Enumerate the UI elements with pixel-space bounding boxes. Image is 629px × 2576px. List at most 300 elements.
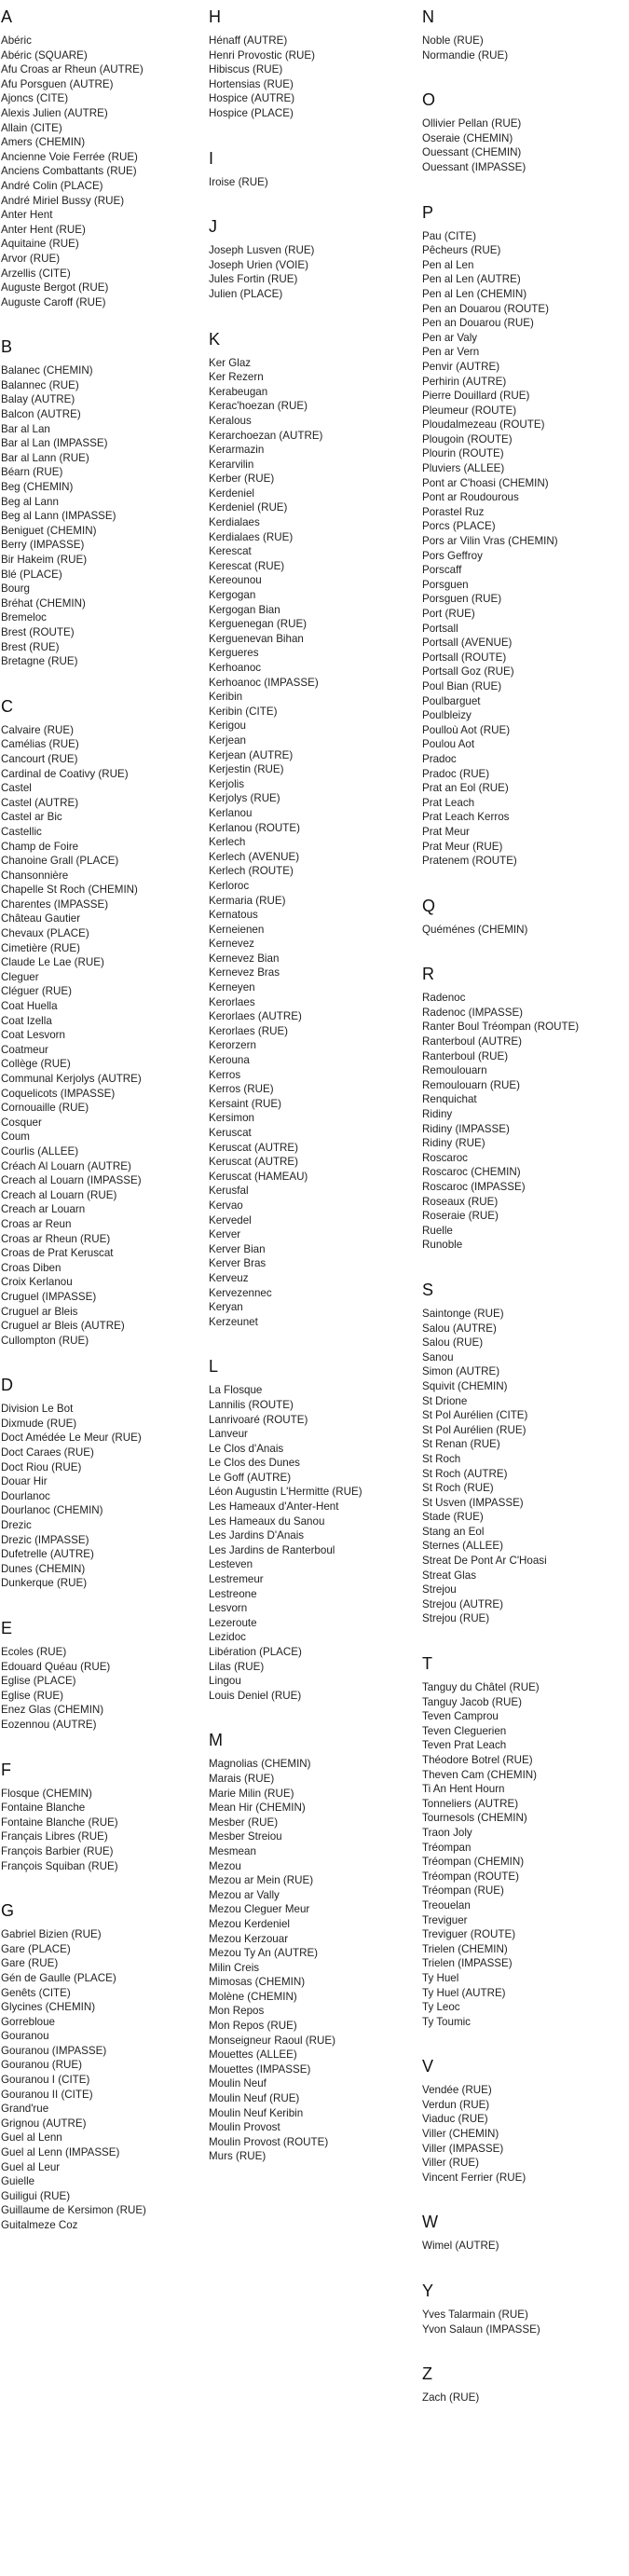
street-name: Prat Leach Kerros (422, 811, 510, 824)
street-list (422, 2239, 629, 2254)
street-name: Afu Porsguen (AUTRE) (1, 77, 114, 90)
street-name: Guel al Leur (1, 2160, 61, 2173)
street-name: Cruguel (IMPASSE) (1, 1290, 97, 1303)
street-name: Kerver (209, 1228, 241, 1241)
street-name: Mesber (RUE) (209, 1816, 279, 1829)
street-name: Balanec (CHEMIN) (1, 364, 93, 377)
street-name: Pont ar C'hoasi (CHEMIN) (422, 476, 549, 489)
street-name: Brest (ROUTE) (1, 625, 75, 638)
street-name: Kervezennec (209, 1286, 272, 1299)
street-name: Castel (AUTRE) (1, 796, 79, 809)
letter-heading: H (209, 7, 221, 26)
street-name: Milin Creis (209, 1961, 260, 1974)
street-name: Ranterboul (AUTRE) (422, 1035, 522, 1048)
street-name: Champ de Foire (1, 840, 79, 853)
street-name: Pen ar Vern (422, 346, 480, 359)
street-name: Teven Camprou (422, 1710, 499, 1723)
street-name: Kerjean (209, 733, 246, 747)
street-name: Blé (PLACE) (1, 568, 62, 581)
street-name: François Squiban (RUE) (1, 1859, 118, 1872)
letter-heading: I (209, 148, 214, 168)
street-name: Kerescat (209, 545, 252, 558)
street-name: St Usven (IMPASSE) (422, 1496, 524, 1509)
street-name: Kerarmazin (209, 444, 265, 457)
street-name: Bremeloc (1, 611, 47, 624)
street-name: Wimel (AUTRE) (422, 2240, 499, 2253)
letter-section (209, 149, 422, 190)
street-name: Gare (RUE) (1, 1957, 59, 1970)
street-name: Genêts (CITE) (1, 1986, 71, 1999)
street-name: Kerorlaes (209, 995, 255, 1008)
street-name: Renquichat (422, 1093, 477, 1106)
street-name: Kernatous (209, 909, 258, 922)
street-name: Porastel Ruz (422, 505, 485, 518)
street-name: Viaduc (RUE) (422, 2113, 488, 2126)
letter-section (422, 203, 629, 869)
street-list (422, 34, 629, 62)
street-name: Runoble (422, 1239, 463, 1252)
street-name: Gouranou (RUE) (1, 2059, 82, 2072)
street-name: Guel al Lenn (1, 2131, 62, 2144)
letter-heading: D (1, 1376, 13, 1395)
street-name: Kerjestin (RUE) (209, 763, 284, 776)
letter-heading: T (422, 1654, 432, 1674)
street-name: Croix Kerlanou (1, 1276, 73, 1289)
street-name: Noble (RUE) (422, 34, 484, 47)
street-name: Viller (CHEMIN) (422, 2128, 499, 2141)
street-name: Portsall Goz (RUE) (422, 665, 514, 678)
street-name: Kerguenevan Bihan (209, 632, 304, 645)
street-name: Afu Croas ar Rheun (AUTRE) (1, 63, 144, 76)
street-name: Kerarchoezan (AUTRE) (209, 429, 323, 442)
street-name: Murs (RUE) (209, 2150, 267, 2163)
street-name: Yves Talarmain (RUE) (422, 2309, 528, 2322)
street-name: Cornouaille (RUE) (1, 1102, 89, 1115)
street-name: Viller (IMPASSE) (422, 2142, 504, 2155)
street-name: Camélias (RUE) (1, 738, 79, 751)
street-name: Hospice (PLACE) (209, 106, 294, 119)
street-name: Treviguer (422, 1913, 468, 1926)
street-name: Pors ar Vilin Vras (CHEMIN) (422, 535, 558, 548)
street-name: Pierre Douillard (RUE) (422, 390, 530, 403)
street-name: Gabriel Bizien (RUE) (1, 1928, 102, 1941)
street-name: Kerzeunet (209, 1315, 258, 1328)
street-name: Kereounou (209, 574, 262, 587)
letter-section (209, 7, 422, 121)
street-name: Treouelan (422, 1898, 471, 1911)
street-name: Glycines (CHEMIN) (1, 2001, 96, 2014)
street-name: Chevaux (PLACE) (1, 927, 89, 940)
street-name: Plougoin (ROUTE) (422, 432, 513, 445)
street-name: Porsguen (422, 578, 469, 591)
street-name: Castel (1, 782, 32, 795)
letter-heading: G (1, 1901, 15, 1921)
street-name: Tournesols (CHEMIN) (422, 1812, 527, 1825)
street-name: Poulloù Aot (RUE) (422, 723, 511, 736)
street-list (422, 2083, 629, 2185)
street-name: Courlis (ALLEE) (1, 1144, 79, 1158)
letter-section (422, 90, 629, 174)
street-name: Brest (RUE) (1, 640, 60, 653)
street-name: Pen an Douarou (RUE) (422, 317, 534, 330)
street-name: Roseaux (RUE) (422, 1195, 499, 1208)
street-name: Doct Riou (RUE) (1, 1460, 82, 1473)
street-name: Remoulouarn (422, 1064, 487, 1077)
letter-section (422, 897, 629, 938)
street-name: Kerarvilin (209, 458, 254, 471)
street-name: Louis Deniel (RUE) (209, 1689, 302, 1702)
street-name: Mezou ar Mein (RUE) (209, 1874, 314, 1887)
street-name: Castellic (1, 825, 42, 838)
street-name: Cancourt (RUE) (1, 752, 78, 765)
street-name: Tréompan (422, 1841, 472, 1854)
street-name: Viller (RUE) (422, 2157, 479, 2170)
letter-section (1, 1376, 209, 1591)
street-name: Lezidoc (209, 1631, 246, 1644)
street-name: Poulbleizy (422, 709, 472, 722)
letter-heading: F (1, 1760, 11, 1779)
street-name: Coatmeur (1, 1043, 48, 1056)
street-name: Tanguy du Châtel (RUE) (422, 1681, 540, 1694)
street-name: Beg al Lann (IMPASSE) (1, 510, 116, 523)
street-name: Stade (RUE) (422, 1511, 484, 1524)
street-name: Normandie (RUE) (422, 48, 509, 62)
street-name: Jules Fortin (RUE) (209, 273, 298, 286)
street-name: Moulin Neuf Keribin (209, 2106, 304, 2119)
street-name: Pen ar Valy (422, 331, 478, 344)
street-name: Coum (1, 1130, 30, 1144)
street-name: Kerorlaes (RUE) (209, 1024, 289, 1037)
letter-section (1, 1901, 209, 2232)
street-name: Collège (RUE) (1, 1058, 71, 1071)
street-list (209, 1757, 422, 2164)
street-name: Trielen (CHEMIN) (422, 1942, 508, 1955)
street-name: Pau (CITE) (422, 229, 476, 242)
street-name: Kerdialaes (RUE) (209, 530, 294, 543)
street-name: Bourg (1, 582, 30, 596)
street-name: Hortensias (RUE) (209, 77, 294, 90)
street-name: Eglise (PLACE) (1, 1675, 76, 1688)
street-name: Keruscat (HAMEAU) (209, 1170, 308, 1183)
street-name: Coquelicots (IMPASSE) (1, 1087, 116, 1100)
street-name: Squivit (CHEMIN) (422, 1379, 508, 1392)
street-name: Eglise (RUE) (1, 1689, 63, 1702)
street-name: Lesteven (209, 1558, 253, 1571)
street-name: Kerver Bras (209, 1257, 267, 1270)
street-name: Streat Glas (422, 1569, 476, 1582)
street-name: Arzellis (CITE) (1, 267, 71, 280)
letter-section (422, 2213, 629, 2254)
street-name: Streat De Pont Ar C'Hoasi (422, 1555, 547, 1568)
street-name: Beg (CHEMIN) (1, 481, 74, 494)
letter-heading: A (1, 7, 13, 26)
street-list (422, 1307, 629, 1626)
street-name: Fontaine Blanche (1, 1802, 86, 1815)
street-name: Kergogan (209, 589, 256, 602)
street-name: Strejou (422, 1583, 457, 1596)
street-name: Kerros (209, 1068, 241, 1081)
street-name: Lezeroute (209, 1616, 257, 1629)
street-name: Lesvorn (209, 1602, 248, 1615)
letter-heading: Z (422, 2364, 432, 2384)
street-name: Creach al Louarn (RUE) (1, 1188, 117, 1201)
street-name: Stang an Eol (422, 1525, 485, 1538)
street-name: Aquitaine (RUE) (1, 238, 79, 251)
street-name: Léon Augustin L'Hermitte (RUE) (209, 1486, 362, 1499)
street-name: Ranterboul (RUE) (422, 1049, 509, 1062)
street-name: Abéric (SQUARE) (1, 48, 88, 62)
street-name: Prat an Eol (RUE) (422, 782, 509, 795)
street-name: Lilas (RUE) (209, 1660, 265, 1673)
street-name: Kerescat (RUE) (209, 559, 285, 572)
street-name: Les Jardins de Ranterboul (209, 1543, 335, 1556)
street-name: Keruscat (AUTRE) (209, 1141, 298, 1154)
street-name: St Pol Aurélien (RUE) (422, 1423, 526, 1436)
street-name: Théodore Botrel (RUE) (422, 1754, 533, 1766)
street-name: Tanguy Jacob (RUE) (422, 1695, 522, 1708)
street-name: Kervao (209, 1199, 243, 1212)
street-name: St Pol Aurélien (CITE) (422, 1409, 528, 1422)
street-name: Ker Rezern (209, 371, 264, 384)
street-list (422, 991, 629, 1253)
street-name: Pen al Len (CHEMIN) (422, 287, 527, 300)
street-name: Kergogan Bian (209, 603, 280, 616)
index-column-3 (422, 7, 629, 2433)
street-name: Ollivier Pellan (RUE) (422, 117, 522, 130)
street-name: Ty Leoc (422, 2001, 460, 2014)
street-name: Coat Huella (1, 1000, 58, 1013)
street-name: Treviguer (ROUTE) (422, 1928, 516, 1941)
street-name: Pont ar Roudourous (422, 491, 519, 504)
street-name: Kerigou (209, 719, 246, 733)
street-name: St Roch (422, 1452, 461, 1465)
letter-section (422, 7, 629, 62)
street-name: Pleumeur (ROUTE) (422, 404, 517, 417)
street-name: Kerlech (AVENUE) (209, 850, 300, 863)
street-name: Lestremeur (209, 1573, 264, 1586)
street-name: Anter Hent (RUE) (1, 223, 86, 236)
street-name: Coat Izella (1, 1014, 52, 1027)
street-name: Tréompan (CHEMIN) (422, 1856, 525, 1869)
street-name: François Barbier (RUE) (1, 1844, 114, 1857)
street-name: Roseraie (RUE) (422, 1210, 499, 1223)
street-name: Moulin Neuf (209, 2077, 267, 2090)
letter-section (1, 7, 209, 309)
street-name: Keryan (209, 1301, 243, 1314)
letter-section (422, 2281, 629, 2336)
street-name: Bar al Lan (1, 422, 50, 435)
street-name: Guielle (1, 2175, 35, 2188)
street-name: Cosquer (1, 1116, 42, 1129)
street-name: Kerneyen (209, 981, 255, 994)
street-name: Moulin Provost (209, 2121, 280, 2134)
letter-heading: Y (422, 2281, 434, 2301)
street-name: Poul Bian (RUE) (422, 679, 502, 692)
street-name: Gouranou II (CITE) (1, 2088, 93, 2101)
street-list (1, 34, 209, 309)
street-name: Marais (RUE) (209, 1772, 275, 1785)
street-name: St Renan (RUE) (422, 1438, 500, 1451)
street-name: Marie Milin (RUE) (209, 1787, 294, 1800)
street-name: Claude Le Lae (RUE) (1, 956, 104, 969)
street-name: Portsall (422, 622, 458, 635)
letter-section (422, 965, 629, 1253)
street-name: Cullompton (RUE) (1, 1334, 89, 1347)
street-name: Libération (PLACE) (209, 1646, 302, 1658)
street-name: Grignou (AUTRE) (1, 2117, 87, 2130)
street-name: Yvon Salaun (IMPASSE) (422, 2323, 540, 2336)
street-name: Allain (CITE) (1, 121, 62, 134)
street-name: Porcs (PLACE) (422, 520, 496, 533)
index-column-2 (209, 7, 422, 2433)
street-name: Kerneienen (209, 923, 265, 936)
street-name: Penvir (AUTRE) (422, 360, 500, 373)
street-name: Trielen (IMPASSE) (422, 1957, 513, 1970)
street-name: Dixmude (RUE) (1, 1417, 77, 1430)
street-name: La Flosque (209, 1384, 263, 1397)
street-name: Lannilis (ROUTE) (209, 1398, 294, 1411)
street-name: Strejou (RUE) (422, 1612, 490, 1625)
street-name: Ranter Boul Tréompan (ROUTE) (422, 1021, 580, 1034)
street-list (422, 2391, 629, 2405)
street-name: Guitalmeze Coz (1, 2219, 78, 2231)
street-name: Bir Hakeim (RUE) (1, 554, 88, 566)
letter-section (1, 337, 209, 668)
street-name: Pluviers (ALLEE) (422, 462, 505, 475)
street-name: Radenoc (422, 992, 466, 1005)
street-name: Les Jardins D'Anais (209, 1529, 305, 1542)
street-name: Prat Meur (422, 825, 470, 838)
street-name: Ty Huel (AUTRE) (422, 1986, 506, 1999)
street-name: Kerguenegan (RUE) (209, 618, 308, 631)
street-name: Mon Repos (209, 2005, 265, 2018)
street-name: Tonneliers (AUTRE) (422, 1797, 519, 1810)
street-name: Grand'rue (1, 2103, 49, 2116)
street-name: Pen an Douarou (ROUTE) (422, 302, 549, 315)
street-name: Bretagne (RUE) (1, 655, 78, 668)
street-list (1, 1927, 209, 2232)
street-name: Charentes (IMPASSE) (1, 897, 109, 911)
street-name: Bar al Lan (IMPASSE) (1, 437, 108, 450)
letter-section (422, 2364, 629, 2405)
street-name: Pors Geffroy (422, 549, 483, 562)
street-name: Vendée (RUE) (422, 2084, 492, 2097)
street-name: Balcon (AUTRE) (1, 408, 81, 421)
street-name: Moulin Neuf (RUE) (209, 2092, 300, 2105)
street-name: Traon Joly (422, 1826, 472, 1839)
street-name: Ecoles (RUE) (1, 1646, 67, 1658)
street-name: Monseigneur Raoul (RUE) (209, 2034, 335, 2047)
street-name: Drezic (1, 1519, 32, 1532)
street-name: Doct Amédée Le Meur (RUE) (1, 1432, 142, 1445)
street-name: Perhirin (AUTRE) (422, 375, 507, 388)
street-name: Poulou Aot (422, 738, 475, 751)
street-name: Kerhoanoc (209, 662, 262, 674)
street-name: Iroise (RUE) (209, 175, 268, 188)
street-name: Mon Repos (RUE) (209, 2020, 297, 2033)
street-name: Vincent Ferrier (RUE) (422, 2171, 526, 2184)
street-name: Kervedel (209, 1213, 252, 1226)
letter-heading: L (209, 1357, 219, 1377)
street-name: Croas ar Reun (1, 1217, 72, 1230)
street-name: Mezou Cleguer Meur (209, 1903, 310, 1916)
street-name: Dourlanoc (1, 1489, 50, 1502)
street-name: Prat Meur (RUE) (422, 840, 503, 853)
street-name: Le Clos d'Anais (209, 1442, 284, 1455)
street-name: Dunkerque (RUE) (1, 1577, 88, 1590)
street-list (422, 923, 629, 938)
street-name: Plourin (ROUTE) (422, 447, 504, 460)
street-name: Gouranou I (CITE) (1, 2074, 90, 2087)
letter-heading: P (422, 202, 434, 222)
street-name: Salou (AUTRE) (422, 1322, 497, 1335)
letter-heading: O (422, 90, 436, 110)
street-name: Moulin Provost (ROUTE) (209, 2135, 329, 2148)
street-name: André Colin (PLACE) (1, 179, 103, 192)
street-name: Pradoc (422, 752, 457, 765)
letter-heading: J (209, 217, 217, 237)
street-name: Beg al Lann (1, 495, 59, 508)
street-list (209, 175, 422, 190)
street-name: Communal Kerjolys (AUTRE) (1, 1073, 142, 1085)
street-name: Auguste Caroff (RUE) (1, 295, 106, 308)
letter-section (209, 1731, 422, 2164)
street-name: Chanoine Grall (PLACE) (1, 855, 119, 868)
street-name: Keribin (CITE) (209, 705, 278, 718)
street-name: Kerjolis (209, 777, 245, 790)
street-name: Edouard Quéau (RUE) (1, 1660, 111, 1673)
letter-heading: S (422, 1280, 434, 1299)
street-name: Chapelle St Roch (CHEMIN) (1, 884, 138, 897)
street-name: Lingou (209, 1675, 241, 1688)
street-name: Gorrebloue (1, 2015, 56, 2028)
street-list (1, 363, 209, 668)
street-name: Joseph Lusven (RUE) (209, 244, 315, 257)
street-name: Bréhat (CHEMIN) (1, 596, 86, 610)
street-name: Simon (AUTRE) (422, 1365, 500, 1378)
street-list (209, 1383, 422, 1703)
street-name: Kerhoanoc (IMPASSE) (209, 676, 319, 689)
street-name: Ancienne Voie Ferrée (RUE) (1, 150, 138, 163)
letter-heading: Q (422, 896, 436, 915)
street-name: Guiligui (RUE) (1, 2189, 71, 2202)
letter-heading: M (209, 1731, 223, 1750)
street-name: Lanveur (209, 1428, 248, 1441)
street-list (1, 1645, 209, 1733)
street-name: Kerdeniel (RUE) (209, 501, 288, 514)
street-name: St Roch (RUE) (422, 1482, 494, 1495)
street-name: Ridiny (IMPASSE) (422, 1122, 510, 1135)
street-name: Berry (IMPASSE) (1, 539, 85, 552)
street-name: Teven Prat Leach (422, 1739, 507, 1752)
street-name: Ker Glaz (209, 356, 252, 369)
letter-section (422, 1281, 629, 1626)
street-list (1, 1787, 209, 1874)
letter-heading: N (422, 7, 434, 26)
letter-section (422, 2057, 629, 2185)
street-name: Coat Lesvorn (1, 1029, 65, 1042)
street-name: Mezou (209, 1859, 241, 1872)
street-name: Ruelle (422, 1224, 453, 1237)
street-name: Guillaume de Kersimon (RUE) (1, 2204, 146, 2217)
street-name: Douar Hir (1, 1475, 48, 1488)
street-name: Mesber Streiou (209, 1830, 282, 1843)
street-list (422, 229, 629, 869)
letter-heading: K (209, 329, 221, 349)
street-name: Radenoc (IMPASSE) (422, 1006, 524, 1019)
street-name: Kernevez Bian (209, 952, 280, 965)
street-name: Teven Cleguerien (422, 1724, 507, 1737)
